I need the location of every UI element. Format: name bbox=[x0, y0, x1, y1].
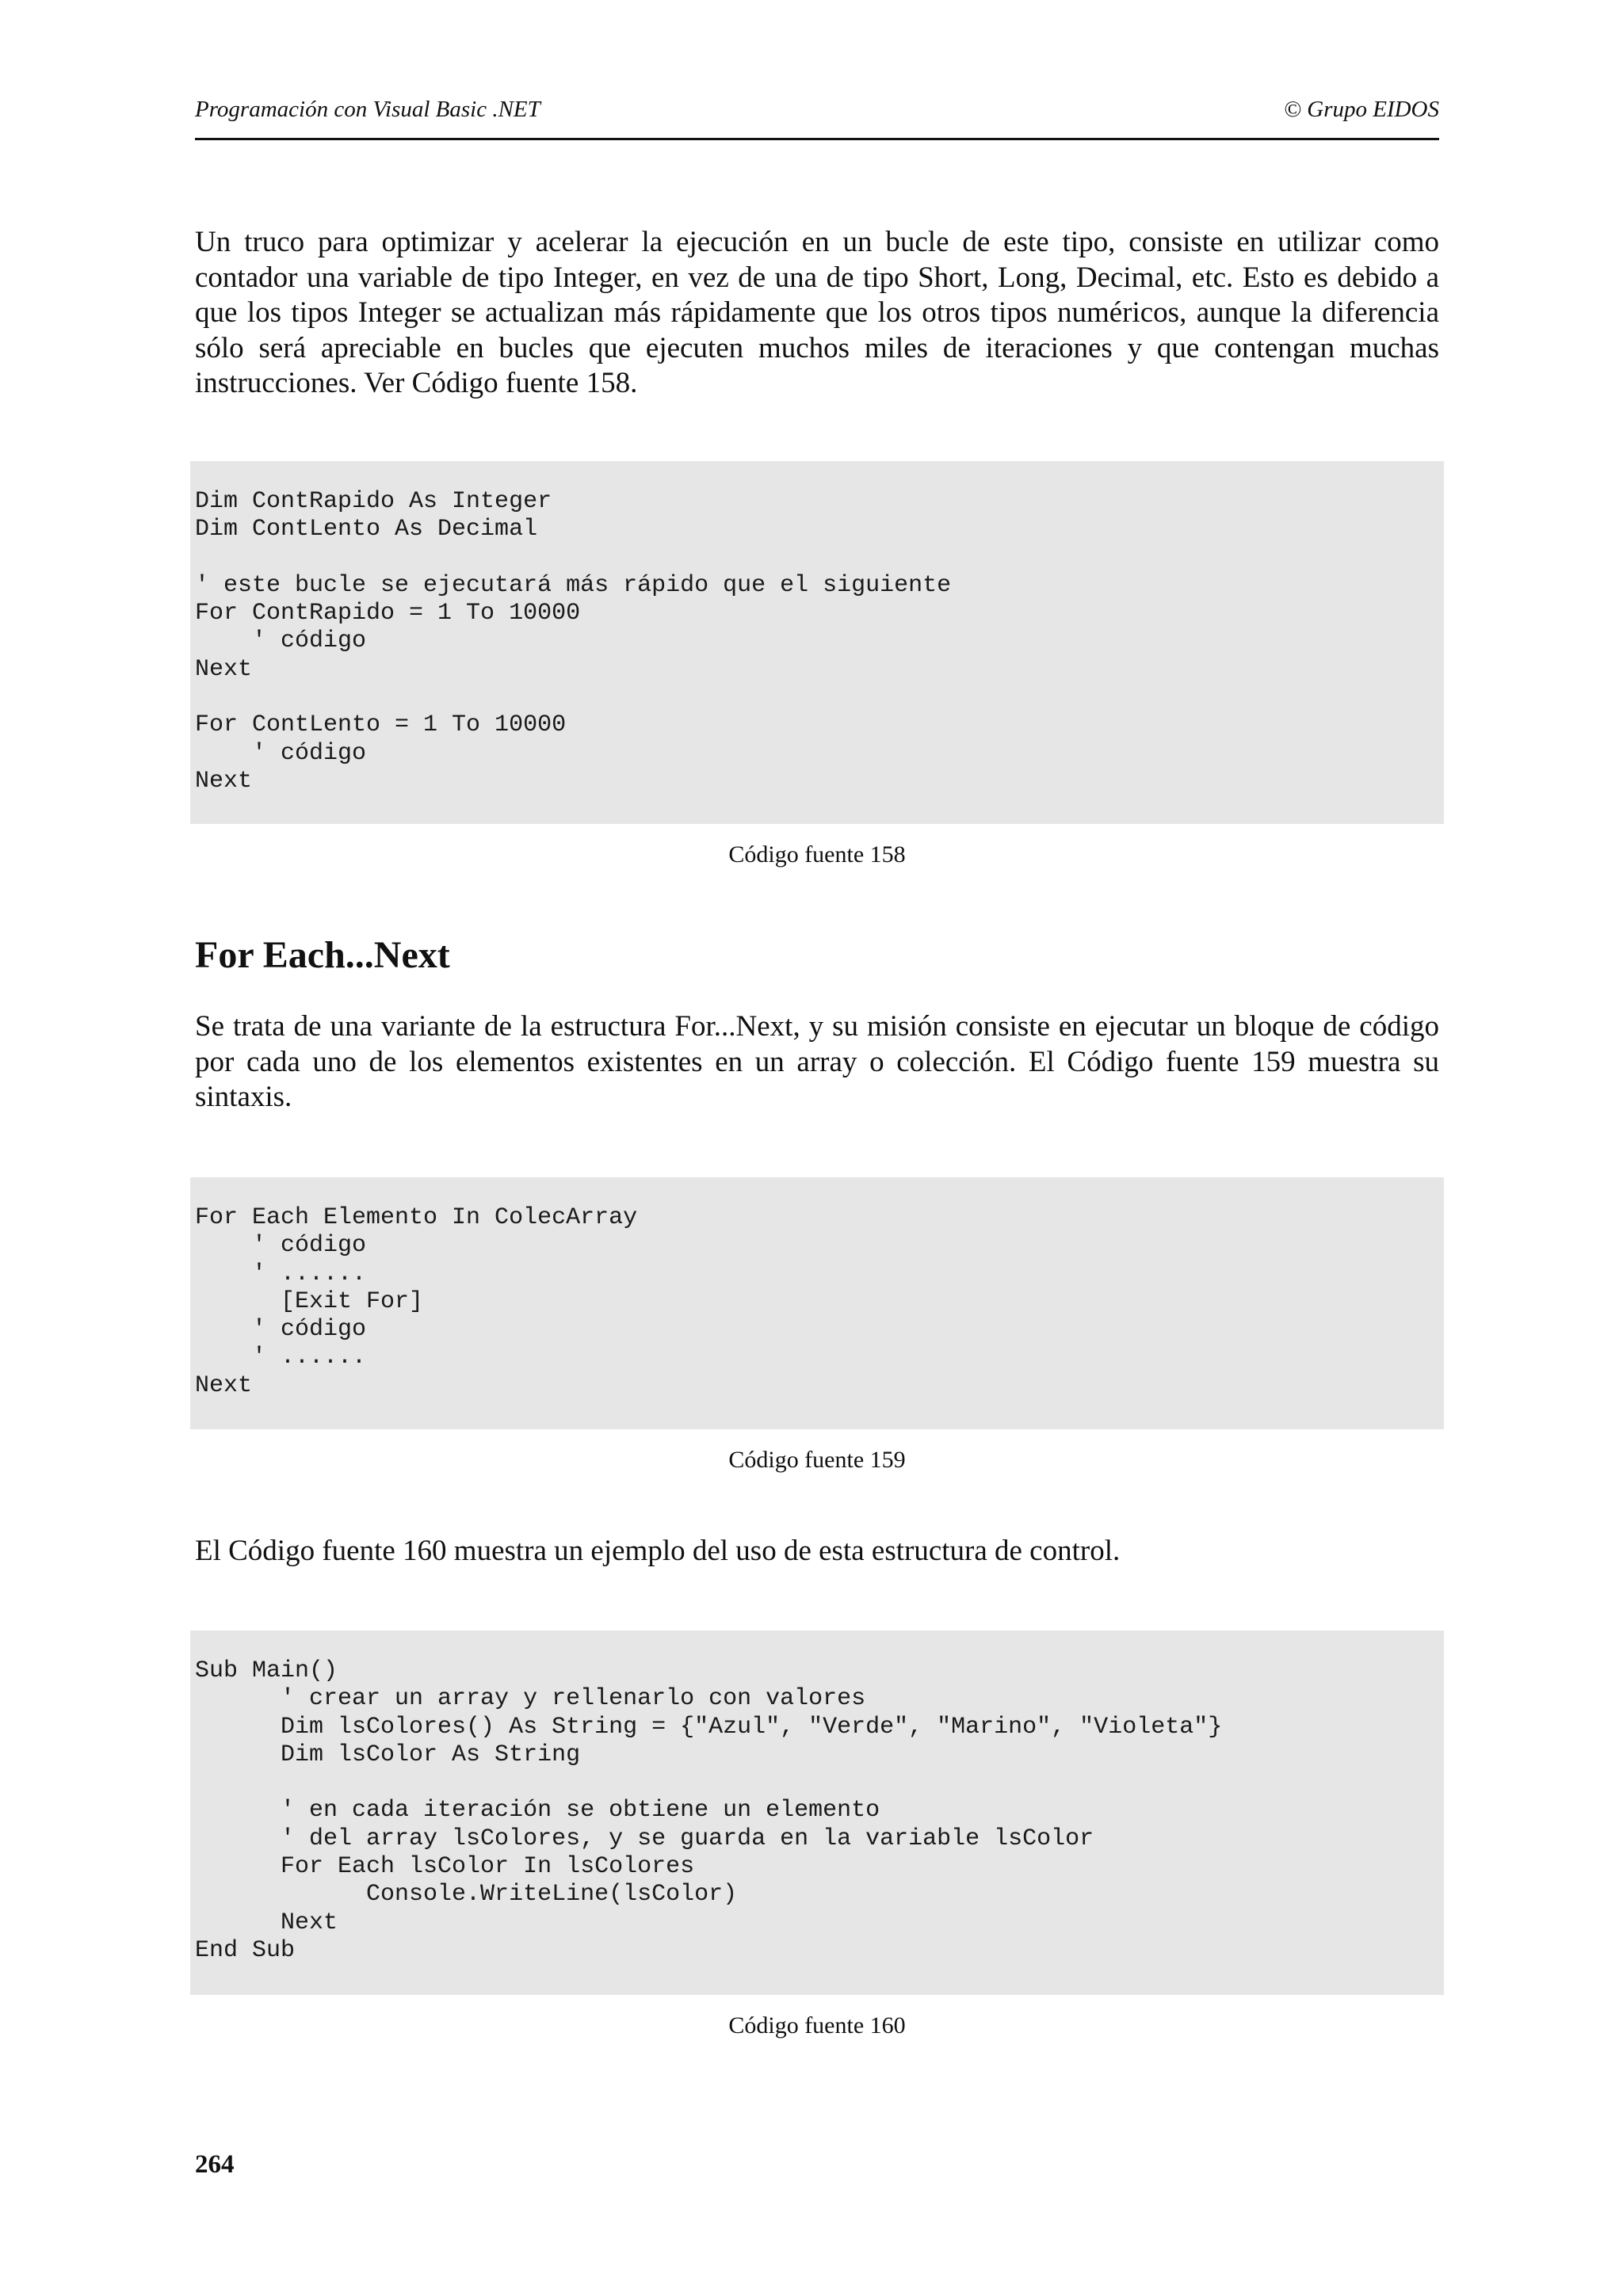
code-block-159 bbox=[190, 1177, 1444, 1429]
caption-158: Código fuente 158 bbox=[728, 841, 906, 868]
paragraph-for-each-description: Se trata de una variante de la estructura For...Next, y su misión consiste en ejecutar un bloque de código por cada uno de los elementos existentes en un array o colección. El Código fuente 159 muestra su sintaxis. bbox=[195, 1010, 1439, 1113]
paragraph-optimization-tip: Un truco para optimizar y acelerar la ejecución en un bucle de este tipo, consiste en utilizar como contador una variable de tipo Integer, en vez de una de tipo Short, Long, Decimal, etc. Esto es debido a que los tipos Integer se actualizan más rápidamente que los otros tipos numéricos, aunque la diferencia sólo será apreciable en bucles que ejecuten muchos miles de iteraciones y que contengan muchas instrucciones. Ver Código fuente 158. bbox=[195, 226, 1439, 399]
code-listing-159: For Each Elemento In ColecArray ' código ' ...... [Exit For] ' código ' ...... Next bbox=[195, 1204, 638, 1399]
caption-160: Código fuente 160 bbox=[728, 2012, 906, 2039]
running-header-title: Programación con Visual Basic .NET bbox=[195, 97, 540, 122]
paragraph-example-intro: El Código fuente 160 muestra un ejemplo del uso de esta estructura de control. bbox=[195, 1535, 1121, 1567]
caption-159: Código fuente 159 bbox=[728, 1447, 906, 1473]
section-heading-for-each: For Each...Next bbox=[195, 934, 450, 976]
header-divider bbox=[195, 138, 1439, 140]
code-listing-158: Dim ContRapido As Integer Dim ContLento As Decimal ' este bucle se ejecutará más rápido que el siguiente For ContRapido = 1 To 10000 ' código Next For ContLento = 1 To 10000 ' código Next bbox=[195, 488, 952, 795]
code-block-158 bbox=[190, 461, 1444, 824]
page-number: 264 bbox=[195, 2150, 235, 2179]
code-block-160 bbox=[190, 1630, 1444, 1995]
code-listing-160: Sub Main() ' crear un array y rellenarlo con valores Dim lsColores() As String = {"Azul", "Verde", "Marino", "Violeta"} Dim lsColor As String ' en cada iteración se obtiene un elemento ' del array lsColores, y se guarda en la variable lsColor For Each lsColor In lsColores Console.WriteLine(lsColor) Next End Sub bbox=[195, 1657, 1223, 1964]
running-header-publisher: © Grupo EIDOS bbox=[1283, 97, 1439, 122]
